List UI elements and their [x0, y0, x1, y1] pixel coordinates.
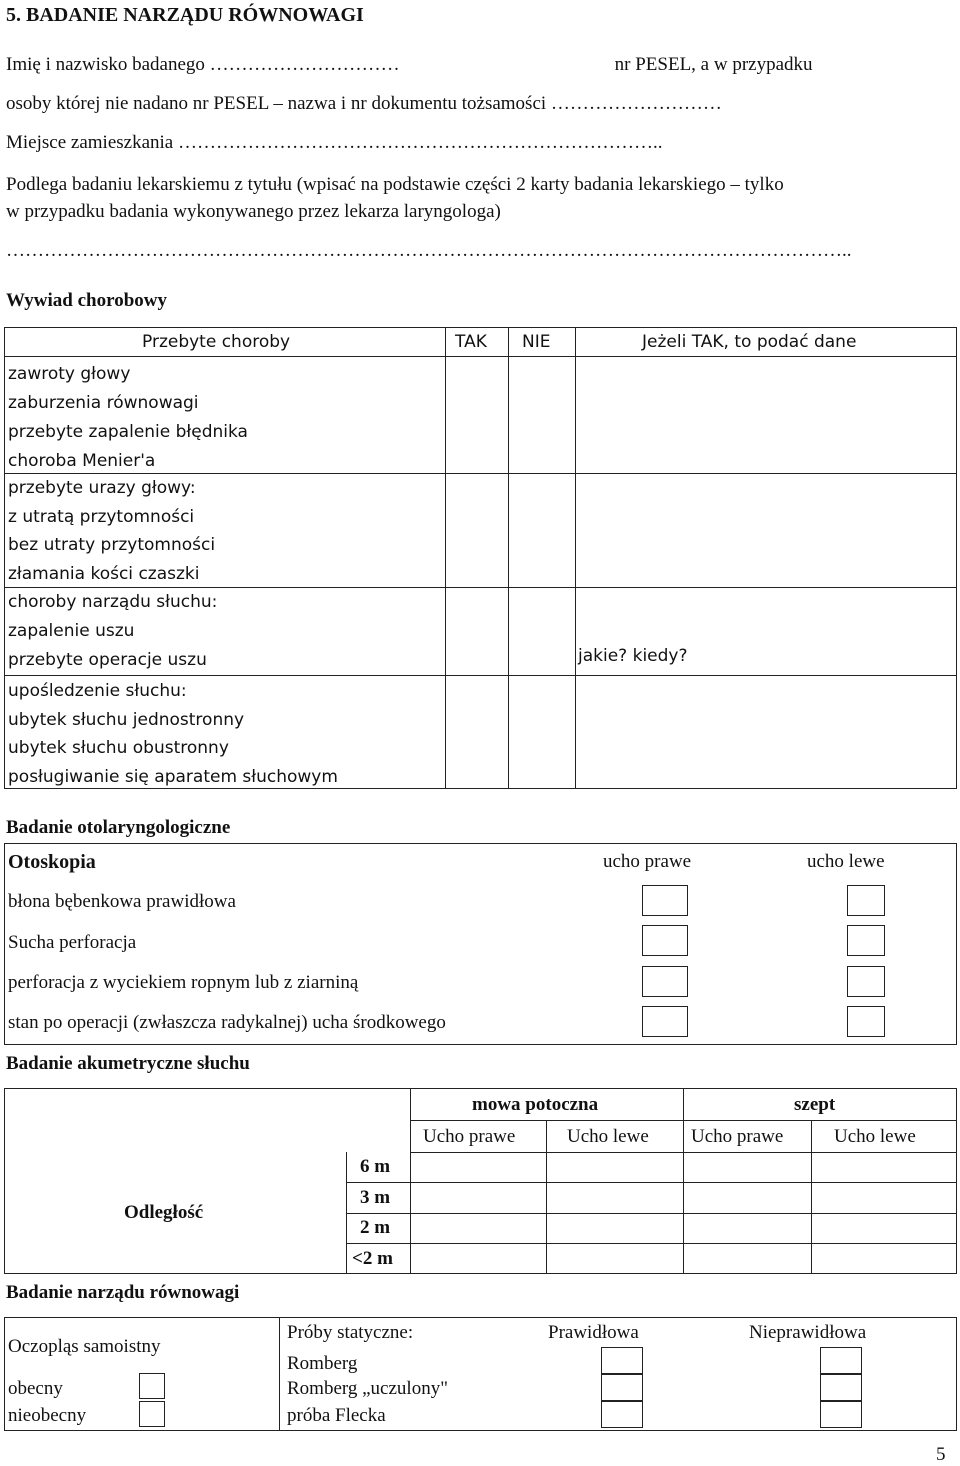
col-header: Ucho prawe — [423, 1126, 516, 1147]
list-item: bez utraty przytomności — [8, 535, 216, 555]
checkbox-fleck-correct[interactable] — [601, 1401, 643, 1428]
checkbox-fleck-incorrect[interactable] — [820, 1401, 862, 1428]
absent-label: nieobecny — [8, 1405, 87, 1426]
checkbox-right-ear[interactable] — [642, 885, 688, 916]
header-details: Jeżeli TAK, to podać dane — [642, 332, 857, 352]
list-item: zaburzenia równowagi — [8, 393, 199, 413]
distance-3m: 3 m — [360, 1187, 391, 1208]
list-item: przebyte urazy głowy: — [8, 478, 196, 498]
list-item: zawroty głowy — [8, 364, 131, 384]
col-header: Ucho lewe — [834, 1126, 916, 1147]
checkbox-romberg-incorrect[interactable] — [820, 1347, 862, 1374]
group-hearing-impairment — [8, 677, 338, 791]
list-item: ubytek słuchu jednostronny — [8, 709, 245, 730]
incorrect-header: Nieprawidłowa — [749, 1322, 867, 1343]
checkbox-left-ear[interactable] — [847, 1006, 885, 1037]
correct-header: Prawidłowa — [548, 1322, 639, 1343]
list-item: z utratą przytomności — [8, 506, 195, 527]
otoscopy-subheading: Otoskopia — [8, 851, 96, 873]
distance-6m: 6 m — [360, 1156, 391, 1177]
exam-basis-text-2: w przypadku badania wykonywanego przez lekarza laryngologa) — [6, 201, 501, 222]
address-label: Miejsce zamieszkania — [6, 132, 174, 153]
checkbox-nystagmus-present[interactable] — [139, 1373, 165, 1399]
checkbox-left-ear[interactable] — [847, 885, 885, 916]
whisper-header: szept — [794, 1094, 836, 1115]
page-number: 5 — [936, 1444, 946, 1465]
name-label: Imię i nazwisko badanego — [6, 54, 205, 75]
speech-header: mowa potoczna — [472, 1094, 599, 1115]
checkbox-right-ear[interactable] — [642, 966, 688, 997]
document-field[interactable]: ……………………… — [550, 93, 722, 114]
header-diseases: Przebyte choroby — [142, 332, 291, 352]
name-line — [6, 54, 813, 76]
pesel-label: nr PESEL, a w przypadku — [614, 54, 813, 75]
checkbox-left-ear[interactable] — [847, 966, 885, 997]
document-line — [6, 93, 771, 115]
name-field[interactable]: ………………………… — [209, 54, 400, 75]
group-vertigo — [8, 360, 248, 476]
checkbox-right-ear[interactable] — [642, 1006, 688, 1037]
list-item: zapalenie uszu — [8, 621, 135, 641]
checkbox-romberg-sensitized-incorrect[interactable] — [820, 1374, 862, 1401]
oto-row-label: błona bębenkowa prawidłowa — [8, 891, 236, 912]
distance-label: Odległość — [124, 1202, 204, 1223]
exam-basis-text-1: Podlega badaniu lekarskiemu z tytułu (wpisać na podstawie części 2 karty badania lekarskiego – tylko — [6, 174, 784, 195]
history-heading: Wywiad chorobowy — [6, 290, 167, 311]
left-ear-header: ucho lewe — [807, 851, 885, 872]
checkbox-romberg-correct[interactable] — [601, 1347, 643, 1374]
nystagmus-label: Oczopląs samoistny — [8, 1336, 161, 1357]
list-item: upośledzenie słuchu: — [8, 681, 187, 701]
distance-box — [4, 1088, 411, 1274]
distance-lt2m: <2 m — [352, 1248, 393, 1269]
surgery-note: jakie? kiedy? — [578, 646, 688, 666]
section-title: 5. BADANIE NARZĄDU RÓWNOWAGI — [6, 4, 364, 26]
checkbox-romberg-sensitized-correct[interactable] — [601, 1374, 643, 1401]
col-header: Ucho lewe — [567, 1126, 649, 1147]
oto-row-label: Sucha perforacja — [8, 932, 137, 953]
oto-row-label: stan po operacji (zwłaszcza radykalnej) ucha środkowego — [8, 1012, 446, 1033]
checkbox-left-ear[interactable] — [847, 925, 885, 956]
list-item: przebyte zapalenie błędnika — [8, 422, 248, 442]
exam-basis-field[interactable]: …………………………………………………………………………………………………………………….. — [6, 240, 852, 261]
oto-heading: Badanie otolaryngologiczne — [6, 817, 231, 838]
oto-row-label: perforacja z wyciekiem ropnym lub z ziarniną — [8, 972, 359, 993]
list-item: przebyte operacje uszu — [8, 650, 207, 670]
list-item: choroby narządu słuchu: — [8, 592, 218, 612]
address-field[interactable]: ………………………………………………………………….. — [177, 132, 663, 153]
header-yes: TAK — [455, 332, 487, 352]
static-tests-label: Próby statyczne: — [287, 1322, 414, 1343]
header-no: NIE — [522, 332, 551, 352]
distance-2m: 2 m — [360, 1217, 391, 1238]
list-item: złamania kości czaszki — [8, 563, 200, 584]
document-label: osoby której nie nadano nr PESEL – nazwa i nr dokumentu tożsamości — [6, 93, 547, 114]
group-head-injuries — [8, 474, 215, 588]
present-label: obecny — [8, 1378, 63, 1399]
address-line — [6, 132, 888, 154]
acumetry-heading: Badanie akumetryczne słuchu — [6, 1053, 250, 1074]
test-romberg: Romberg — [287, 1353, 358, 1374]
test-romberg-sensitized: Romberg „uczulony" — [287, 1378, 448, 1399]
group-hearing-diseases — [8, 588, 217, 675]
test-fleck: próba Flecka — [287, 1405, 386, 1426]
checkbox-nystagmus-absent[interactable] — [139, 1401, 165, 1427]
checkbox-right-ear[interactable] — [642, 925, 688, 956]
list-item: choroba Menier'a — [8, 451, 156, 471]
balance-heading: Badanie narządu równowagi — [6, 1282, 240, 1303]
right-ear-header: ucho prawe — [603, 851, 692, 872]
col-header: Ucho prawe — [691, 1126, 784, 1147]
list-item: ubytek słuchu obustronny — [8, 738, 229, 758]
list-item: posługiwanie się aparatem słuchowym — [8, 766, 338, 787]
